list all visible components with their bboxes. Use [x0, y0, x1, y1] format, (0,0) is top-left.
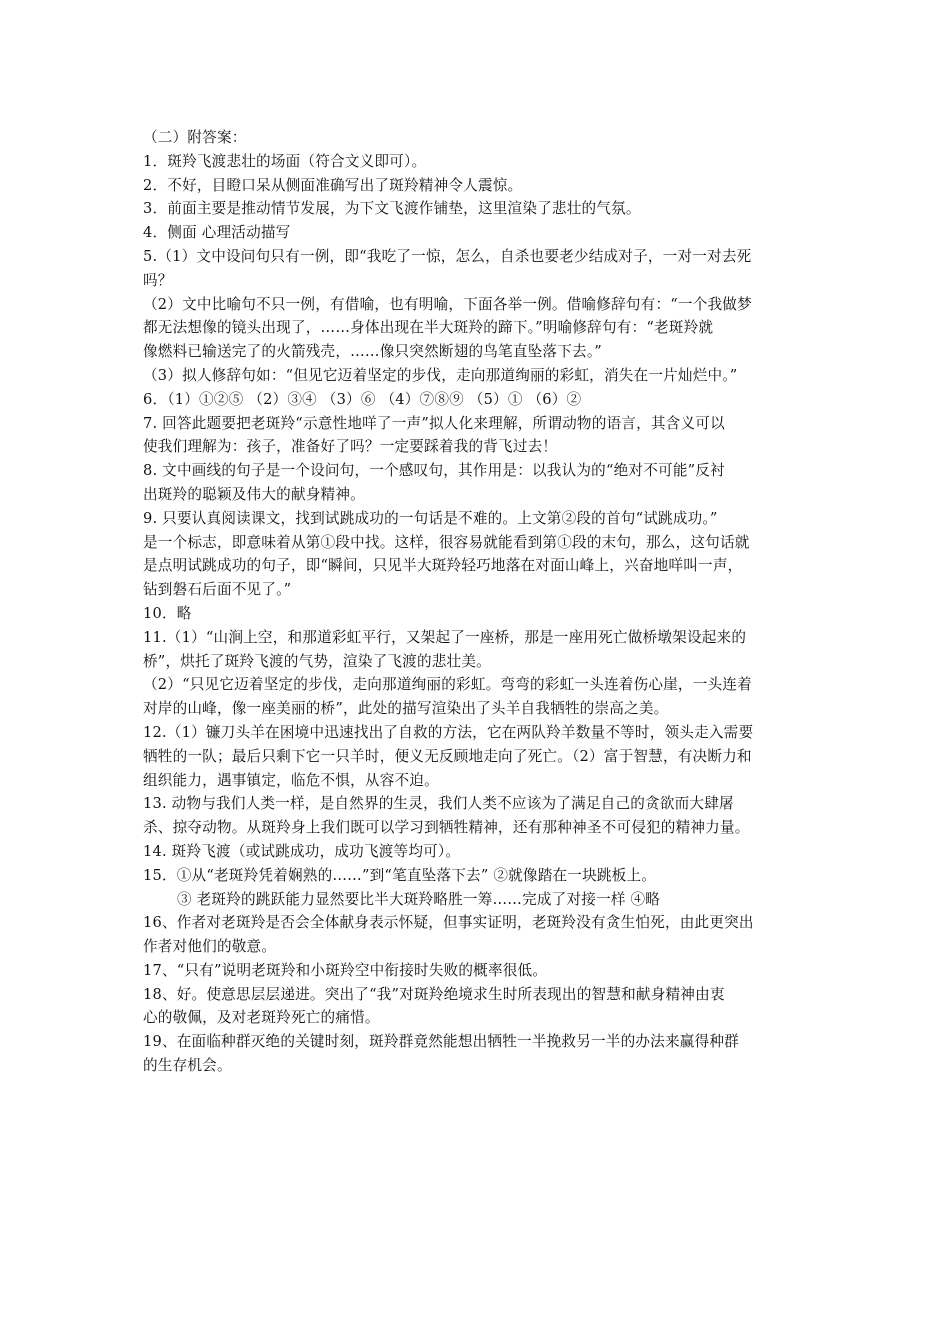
answer-11-line-4: 对岸的山峰，像一座美丽的桥”，此处的描写渲染出了头羊自我牺牲的崇高之美。	[143, 700, 669, 718]
answer-10: 10．略	[143, 604, 192, 622]
answer-document	[143, 126, 811, 1078]
answer-12-line-2: 牺牲的一队；最后只剩下它一只羊时，便义无反顾地走向了死亡。（2）富于智慧，有决断力和	[143, 747, 752, 765]
answer-6: 6．（1）①②⑤ （2）③④ （3）⑥ （4）⑦⑧⑨ （5）① （6）②	[143, 390, 582, 408]
answer-5-line-5: 像燃料已输送完了的火箭残壳，……像只突然断翅的鸟笔直坠落下去。”	[143, 343, 602, 361]
answer-15-line-1: 15．①从“老斑羚凭着娴熟的……”到“笔直坠落下去” ②就像踏在一块跳板上。	[143, 866, 657, 884]
answer-18-line-2: 心的敬佩，及对老斑羚死亡的痛惜。	[143, 1009, 380, 1027]
answer-9-line-1: 9. 只要认真阅读课文，找到试跳成功的一句话是不难的。上文第②段的首句“试跳成功。”	[143, 509, 718, 527]
answer-19-line-2: 的生存机会。	[143, 1057, 232, 1075]
answer-5-line-2: 吗？	[143, 271, 173, 289]
answer-19-line-1: 19、在面临种群灭绝的关键时刻，斑羚群竟然能想出牺牲一半挽救另一半的办法来赢得种群	[143, 1033, 739, 1051]
answer-5-line-4: 都无法想像的镜头出现了，……身体出现在半大斑羚的蹄下。”明喻修辞句有：“老斑羚就	[143, 319, 714, 337]
answer-4: 4．侧面 心理活动描写	[143, 224, 291, 242]
answer-11-line-1: 11.（1）“山涧上空，和那道彩虹平行，又架起了一座桥，那是一座用死亡做桥墩架设起来的	[143, 628, 747, 646]
answer-2: 2．不好，目瞪口呆从侧面准确写出了斑羚精神令人震惊。	[143, 176, 523, 194]
answer-9-line-3: 是点明试跳成功的句子，即“瞬间，只见半大斑羚轻巧地落在对面山峰上，兴奋地咩叫一声，	[143, 557, 743, 575]
answer-9-line-4: 钻到磐石后面不见了。”	[143, 581, 292, 599]
answer-14: 14. 斑羚飞渡（或试跳成功，成功飞渡等均可）。	[143, 842, 461, 860]
answer-17: 17、“只有”说明老斑羚和小斑羚空中衔接时失败的概率很低。	[143, 961, 548, 979]
answer-9-line-2: 是一个标志，即意味着从第①段中找。这样，很容易就能看到第①段的末句，那么，这句话就	[143, 533, 750, 551]
answer-5-line-6: （3）拟人修辞句如：“但见它迈着坚定的步伐，走向那道绚丽的彩虹，消失在一片灿烂中。”	[143, 366, 738, 384]
answer-11-line-2: 桥”，烘托了斑羚飞渡的气势，渲染了飞渡的悲壮美。	[143, 652, 491, 670]
answer-1: 1．斑羚飞渡悲壮的场面（符合文义即可）。	[143, 152, 427, 170]
answer-13-line-1: 13. 动物与我们人类一样，是自然界的生灵，我们人类不应该为了满足自己的贪欲而大肆屠	[143, 795, 734, 813]
answer-8-line-1: 8. 文中画线的句子是一个设问句，一个感叹句，其作用是：以我认为的“绝对不可能”反衬	[143, 462, 725, 480]
answer-12-line-1: 12.（1）镰刀头羊在困境中迅速找出了自救的方法，它在两队羚羊数量不等时，领头走入需要	[143, 723, 754, 741]
answer-7-line-2: 使我们理解为：孩子，准备好了吗？一定要踩着我的背飞过去！	[143, 438, 558, 456]
answer-5-line-3: （2）文中比喻句不只一例，有借喻，也有明喻，下面各举一例。借喻修辞句有：“一个我做梦	[143, 295, 752, 313]
answer-7-line-1: 7. 回答此题要把老斑羚“示意性地咩了一声”拟人化来理解，所谓动物的语言，其含义可以	[143, 414, 725, 432]
answer-18-line-1: 18、好。使意思层层递进。突出了“我”对斑羚绝境求生时所表现出的智慧和献身精神由衷	[143, 985, 725, 1003]
answer-8-line-2: 出斑羚的聪颖及伟大的献身精神。	[143, 485, 365, 503]
answer-5-line-1: 5.（1）文中设问句只有一例，即“我吃了一惊，怎么，自杀也要老少结成对子，一对一对去死	[143, 247, 752, 265]
answer-11-line-3: （2）“只见它迈着坚定的步伐，走向那道绚丽的彩虹。弯弯的彩虹一头连着伤心崖，一头连着	[143, 676, 752, 694]
answer-16-line-2: 作者对他们的敬意。	[143, 938, 277, 956]
answer-16-line-1: 16、作者对老斑羚是否会全体献身表示怀疑，但事实证明，老斑羚没有贪生怕死，由此更突出	[143, 914, 754, 932]
answer-12-line-3: 组织能力，遇事镇定，临危不惧，从容不迫。	[143, 771, 439, 789]
answer-3: 3．前面主要是推动情节发展，为下文飞渡作铺垫，这里渲染了悲壮的气氛。	[143, 200, 641, 218]
answer-15-line-2: ③ 老斑羚的跳跃能力显然要比半大斑羚略胜一筹……完成了对接一样 ④略	[177, 890, 661, 908]
section-heading: （二）附答案：	[143, 129, 247, 146]
answer-13-line-2: 杀、掠夺动物。从斑羚身上我们既可以学习到牺牲精神，还有那种神圣不可侵犯的精神力量。	[143, 819, 750, 837]
